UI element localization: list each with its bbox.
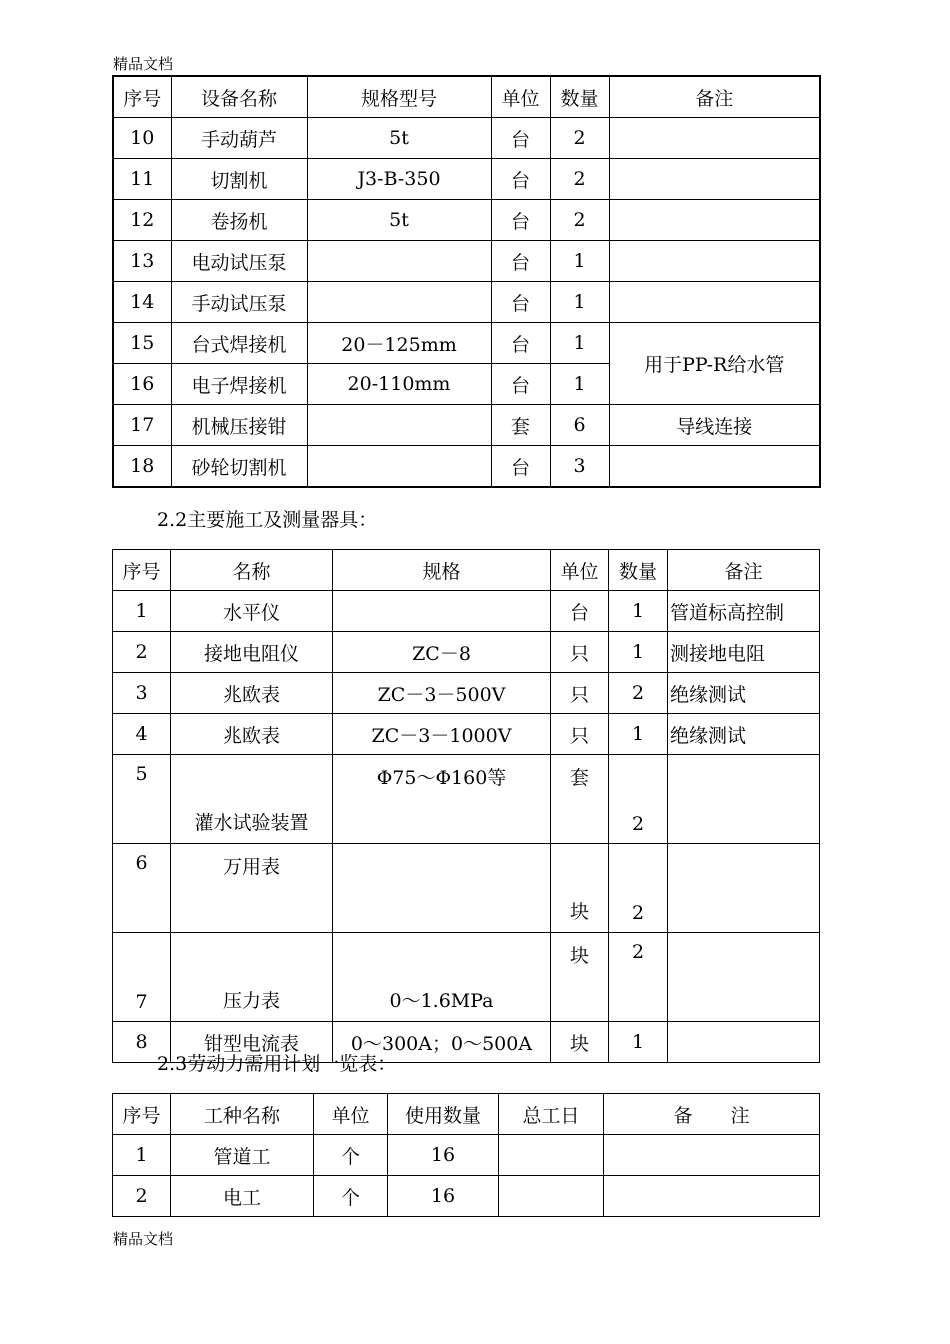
cell-no: 12: [113, 200, 171, 241]
cell-note: [609, 118, 820, 159]
table-row: [113, 591, 820, 632]
cell-spec: [307, 446, 491, 488]
cell-qty: 2: [609, 933, 668, 1022]
cell-unit: 台: [491, 159, 550, 200]
header-cell: 工种名称: [171, 1094, 314, 1135]
cell-no: 17: [113, 405, 171, 446]
cell-qty: 2: [609, 755, 668, 844]
cell-spec: ZC－8: [333, 632, 551, 673]
table-header-row: [113, 76, 820, 118]
cell-note: 管道标高控制: [668, 591, 820, 632]
cell-note: [609, 159, 820, 200]
cell-qty: 6: [550, 405, 609, 446]
header-cell: 序号: [113, 76, 171, 118]
cell-spec: 20－125mm: [307, 323, 491, 364]
header-cell: 备注: [668, 550, 820, 591]
cell-unit: 个: [314, 1135, 388, 1176]
cell-note: [609, 282, 820, 323]
header-cell: 序号: [113, 550, 171, 591]
cell-unit: 套: [551, 755, 609, 844]
header-cell: 数量: [550, 76, 609, 118]
cell-note-merged: 用于PP-R给水管: [609, 323, 820, 405]
section-caption-2-2: 2.2主要施工及测量器具：: [157, 509, 378, 531]
header-cell: 使用数量: [388, 1094, 499, 1135]
header-cell: 数量: [609, 550, 668, 591]
cell-no: 2: [113, 1176, 171, 1217]
cell-unit: 个: [314, 1176, 388, 1217]
cell-unit: 块: [551, 1022, 609, 1063]
cell-no: 3: [113, 673, 171, 714]
header-cell: 单位: [551, 550, 609, 591]
cell-unit: 台: [491, 241, 550, 282]
cell-no: 4: [113, 714, 171, 755]
cell-no: 1: [113, 591, 171, 632]
header-cell: 单位: [314, 1094, 388, 1135]
header-cell: 单位: [491, 76, 550, 118]
cell-name: 兆欧表: [171, 714, 333, 755]
cell-unit: 只: [551, 673, 609, 714]
cell-name: 电动试压泵: [171, 241, 307, 282]
cell-name: 压力表: [171, 933, 333, 1022]
cell-name: 卷扬机: [171, 200, 307, 241]
cell-spec: [333, 591, 551, 632]
cell-no: 16: [113, 364, 171, 405]
cell-no: 11: [113, 159, 171, 200]
cell-no: 18: [113, 446, 171, 488]
cell-qty: 1: [550, 282, 609, 323]
cell-name: 机械压接钳: [171, 405, 307, 446]
header-cell: 名称: [171, 550, 333, 591]
cell-note: [604, 1135, 820, 1176]
cell-qty: 1: [609, 632, 668, 673]
cell-name: 手动葫芦: [171, 118, 307, 159]
cell-name: 电子焊接机: [171, 364, 307, 405]
cell-unit: 台: [551, 591, 609, 632]
header-cell: 备 注: [604, 1094, 820, 1135]
cell-no: 5: [113, 755, 171, 844]
cell-no: 14: [113, 282, 171, 323]
cell-name: 台式焊接机: [171, 323, 307, 364]
cell-name: 水平仪: [171, 591, 333, 632]
header-cell: 规格: [333, 550, 551, 591]
cell-spec: 0～300A；0～500A: [333, 1022, 551, 1063]
table-row: [113, 405, 820, 446]
cell-name: 万用表: [171, 844, 333, 933]
cell-no: 6: [113, 844, 171, 933]
cell-note: [668, 755, 820, 844]
cell-no: 8: [113, 1022, 171, 1063]
page-footer: 精品文档: [113, 1230, 174, 1248]
cell-note: 导线连接: [609, 405, 820, 446]
cell-note: 测接地电阻: [668, 632, 820, 673]
table-header-row: [113, 1094, 820, 1135]
cell-unit: 块: [551, 844, 609, 933]
cell-spec: ZC－3－500V: [333, 673, 551, 714]
header-cell: 总工日: [499, 1094, 604, 1135]
table-row: [113, 200, 820, 241]
cell-name: 砂轮切割机: [171, 446, 307, 488]
table-row: [113, 323, 820, 364]
cell-name: 接地电阻仪: [171, 632, 333, 673]
table-row: [113, 118, 820, 159]
cell-name: 灌水试验装置: [171, 755, 333, 844]
cell-unit: 台: [491, 118, 550, 159]
cell-qty: 1: [609, 714, 668, 755]
cell-note: [609, 200, 820, 241]
cell-qty: 1: [550, 364, 609, 405]
cell-note: [609, 241, 820, 282]
cell-name: 管道工: [171, 1135, 314, 1176]
table-row: [113, 755, 820, 844]
cell-unit: 套: [491, 405, 550, 446]
cell-days: [499, 1135, 604, 1176]
cell-spec: ZC－3－1000V: [333, 714, 551, 755]
header-cell: 备注: [609, 76, 820, 118]
cell-spec: [333, 844, 551, 933]
cell-unit: 台: [491, 364, 550, 405]
table-row: [113, 446, 820, 488]
cell-spec: 0～1.6MPa: [333, 933, 551, 1022]
header-cell: 规格型号: [307, 76, 491, 118]
header-cell: 设备名称: [171, 76, 307, 118]
cell-no: 13: [113, 241, 171, 282]
cell-note: [668, 933, 820, 1022]
cell-unit: 台: [491, 323, 550, 364]
cell-note: [668, 844, 820, 933]
page-header: 精品文档: [113, 55, 174, 73]
table-header-row: [113, 550, 820, 591]
cell-unit: 台: [491, 446, 550, 488]
cell-note: [668, 1022, 820, 1063]
cell-spec: 5t: [307, 118, 491, 159]
cell-note: [609, 446, 820, 488]
cell-no: 1: [113, 1135, 171, 1176]
cell-name: 电工: [171, 1176, 314, 1217]
cell-note: [604, 1176, 820, 1217]
table-row: [113, 159, 820, 200]
cell-days: [499, 1176, 604, 1217]
cell-unit: 台: [491, 200, 550, 241]
cell-qty: 1: [550, 323, 609, 364]
cell-name: 兆欧表: [171, 673, 333, 714]
cell-spec: [307, 241, 491, 282]
table-row: [113, 1176, 820, 1217]
cell-spec: 20-110mm: [307, 364, 491, 405]
table-row: [113, 241, 820, 282]
cell-no: 7: [113, 933, 171, 1022]
cell-spec: J3-B-350: [307, 159, 491, 200]
table-row: [113, 632, 820, 673]
cell-note: 绝缘测试: [668, 714, 820, 755]
cell-qty: 2: [550, 118, 609, 159]
cell-qty: 3: [550, 446, 609, 488]
cell-no: 15: [113, 323, 171, 364]
cell-qty: 2: [609, 673, 668, 714]
section-caption-2-3: 2.3劳动力需用计划一览表：: [157, 1053, 397, 1075]
cell-qty: 2: [609, 844, 668, 933]
table-row: [113, 714, 820, 755]
cell-qty: 16: [388, 1135, 499, 1176]
cell-qty: 1: [609, 1022, 668, 1063]
cell-spec: [307, 405, 491, 446]
header-cell: 序号: [113, 1094, 171, 1135]
cell-name: 钳型电流表: [171, 1022, 333, 1063]
cell-qty: 2: [550, 159, 609, 200]
cell-spec: Φ75～Φ160等: [333, 755, 551, 844]
cell-no: 2: [113, 632, 171, 673]
cell-spec: 5t: [307, 200, 491, 241]
table-row: [113, 1135, 820, 1176]
table-row: [113, 282, 820, 323]
cell-no: 10: [113, 118, 171, 159]
cell-qty: 16: [388, 1176, 499, 1217]
measuring-tools-table: [112, 549, 820, 1063]
cell-qty: 2: [550, 200, 609, 241]
table-row: [113, 844, 820, 933]
labor-plan-table: [112, 1093, 820, 1217]
cell-unit: 只: [551, 714, 609, 755]
cell-name: 切割机: [171, 159, 307, 200]
cell-qty: 1: [550, 241, 609, 282]
cell-spec: [307, 282, 491, 323]
cell-unit: 只: [551, 632, 609, 673]
equipment-table: [112, 75, 821, 488]
cell-name: 手动试压泵: [171, 282, 307, 323]
cell-unit: 台: [491, 282, 550, 323]
cell-qty: 1: [609, 591, 668, 632]
table-row: [113, 673, 820, 714]
cell-unit: 块: [551, 933, 609, 1022]
cell-note: 绝缘测试: [668, 673, 820, 714]
table-row: [113, 933, 820, 1022]
